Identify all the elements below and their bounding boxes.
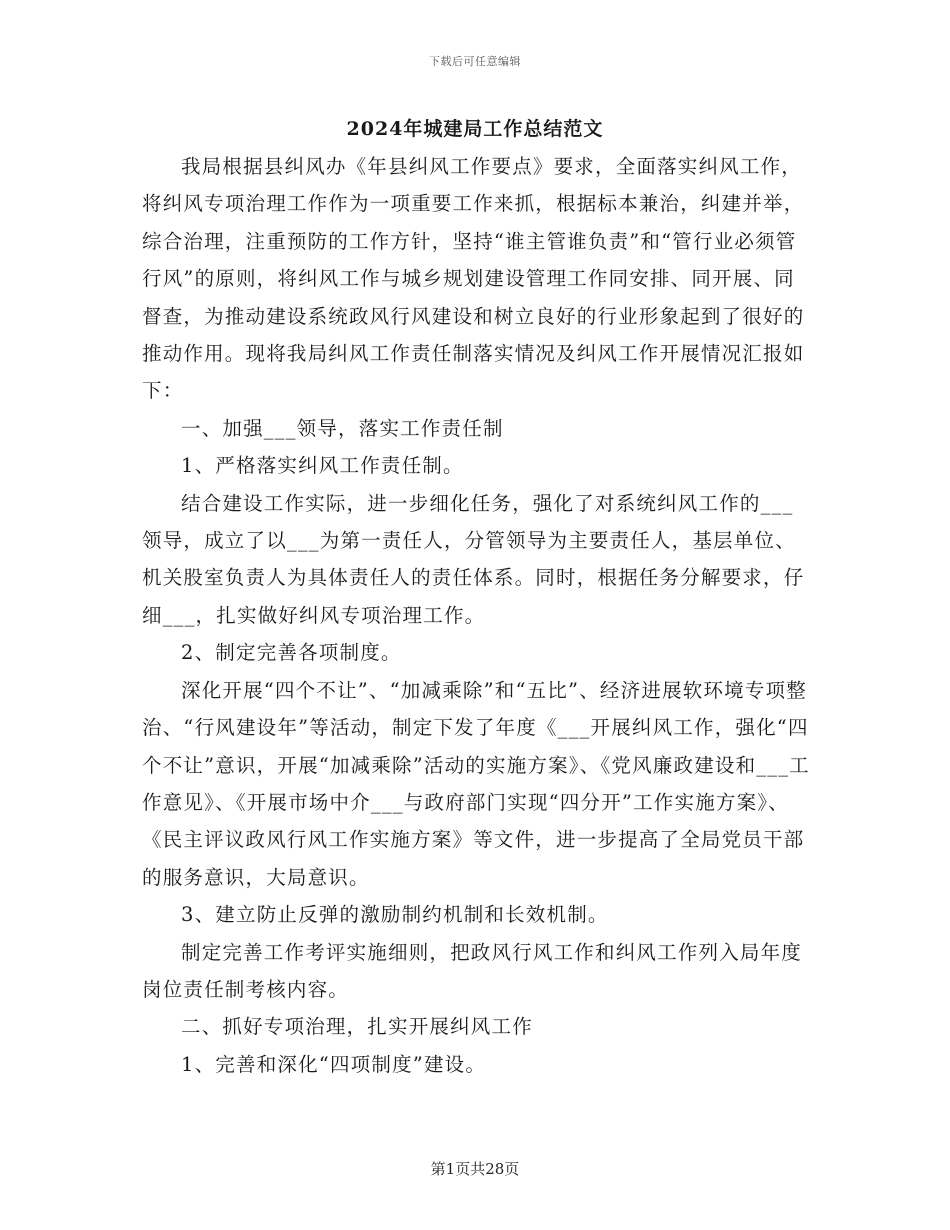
section-heading: 一、加强___领导，落实工作责任制 [181, 416, 504, 440]
subsection-heading: 1、完善和深化“四项制度”建设。 [181, 1052, 487, 1076]
subsection-heading: 1、严格落实纠风工作责任制。 [181, 454, 464, 478]
page-header-note: 下载后可任意编辑 [429, 55, 521, 68]
paragraph: 制定完善工作考评实施细则，把政风行风工作和纠风工作列入局年度岗位责任制考核内容。 [142, 940, 803, 1001]
subsection-heading: 2、制定完善各项制度。 [181, 641, 402, 665]
paragraph: 深化开展“四个不让”、“加减乘除”和“五比”、经济进展软环境专项整治、“行风建设年”等活动，制定下发了年度《___开展纠风工作，强化“四个不让”意识，开展“加减乘除”活动的实施方案》、《党风廉政建设和___工作意见》、《开展市场中介___与政府部门实现“四分开”工作实施方案》、《民主评议政风行风工作实施方案》等文件，进一步提高了全局党员干部的服务意识，大局意识。 [142, 678, 810, 889]
document-title: 2024年城建局工作总结范文 [346, 118, 604, 140]
subsection-heading: 3、建立防止反弹的激励制约机制和长效机制。 [181, 903, 609, 927]
paragraph: 我局根据县纠风办《年县纠风工作要点》要求，全面落实纠风工作，将纠风专项治理工作作为一项重要工作来抓，根据标本兼治，纠建并举，综合治理，注重预防的工作方针，坚持“谁主管谁负责”和“管行业必须管行风”的原则，将纠风工作与城乡规划建设管理工作同安排、同开展、同督查，为推动建设系统政风行风建设和树立良好的行业形象起到了很好的推动作用。现将我局纠风工作责任制落实情况及纠风工作开展情况汇报如下： [142, 155, 805, 403]
paragraph: 结合建设工作实际，进一步细化任务，强化了对系统纠风工作的___领导，成立了以___为第一责任人，分管领导为主要责任人，基层单位、机关股室负责人为具体责任人的责任体系。同时，根据任务分解要求，仔细___，扎实做好纠风专项治理工作。 [142, 491, 805, 627]
section-heading: 二、抓好专项治理，扎实开展纠风工作 [181, 1015, 533, 1039]
page-number: 第1页共28页 [430, 1160, 520, 1178]
document-body [142, 148, 812, 1083]
